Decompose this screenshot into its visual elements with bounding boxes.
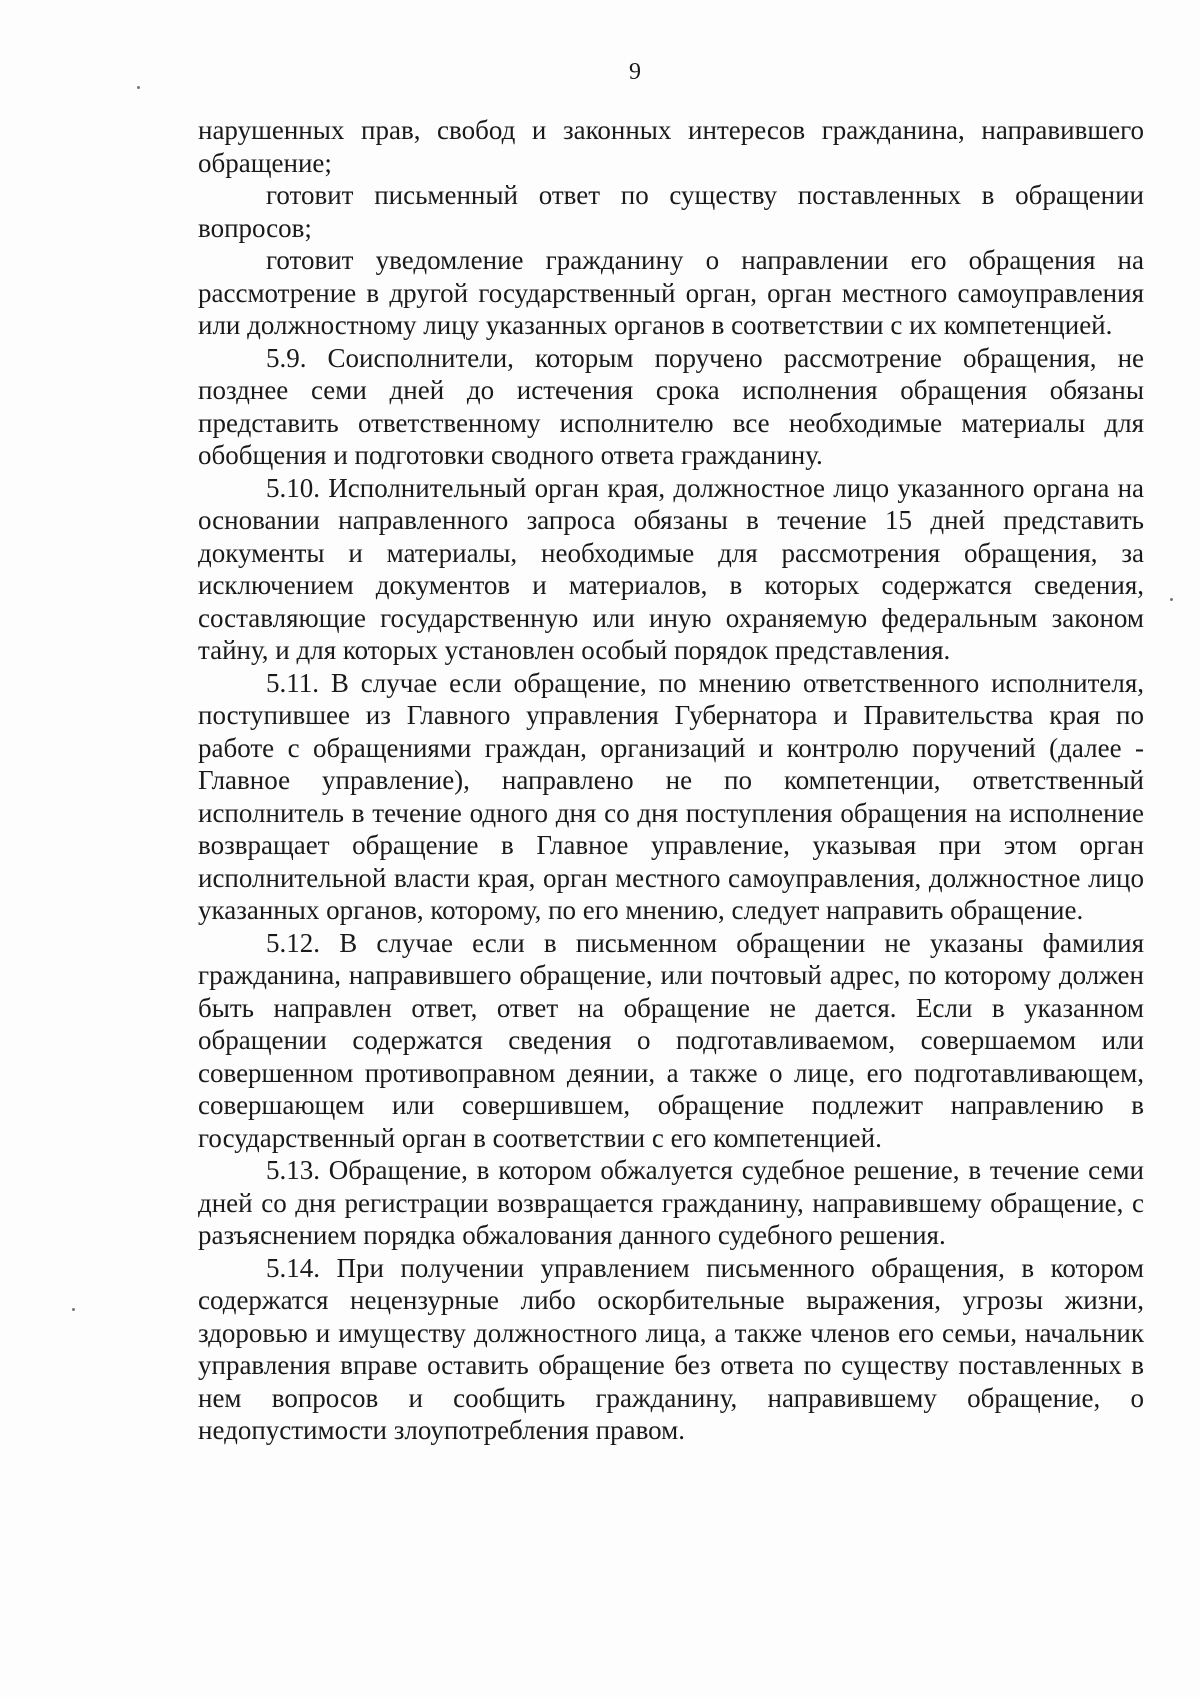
page-number: 9 bbox=[629, 59, 641, 85]
paragraph-notification: готовит уведомление гражданину о направлении его обращения на рассмотрение в другой государственный орган, орган местного самоуправления или должностному лицу указанных органов в соответствии с их компетенцией. bbox=[198, 245, 1144, 340]
paragraph-continuation: нарушенных прав, свобод и законных интересов гражданина, направившего обращение; bbox=[198, 115, 1144, 178]
paragraph-5-9: 5.9. Соисполнители, которым поручено рассмотрение обращения, не позднее семи дней до истечения срока исполнения обращения обязаны представить ответственному исполнителю все необходимые материалы для обобщения и подготовки сводного ответа гражданину. bbox=[198, 342, 1144, 470]
paragraph-5-12: 5.12. В случае если в письменном обращении не указаны фамилия гражданина, направившего обращение, или почтовый адрес, по которому должен быть направлен ответ, ответ на обращение не дается. Если в указанном обращении содержатся сведения о подготавливаемом, совершаемом или совершенном противоправном деянии, а также о лице, его подготавливающем, совершающем или совершившем, обращение подлежит направлению в государственный орган в соответствии с его компетенцией. bbox=[198, 927, 1144, 1153]
paragraph-5-10: 5.10. Исполнительный орган края, должностное лицо указанного органа на основании направленного запроса обязаны в течение 15 дней представить документы и материалы, необходимые для рассмотрения обращения, за исключением документов и материалов, в которых содержатся сведения, составляющие государственную или иную охраняемую федеральным законом тайну, и для которых установлен особый порядок представления. bbox=[198, 472, 1144, 665]
scan-speck bbox=[1170, 598, 1173, 601]
scan-speck bbox=[137, 86, 140, 89]
paragraph-5-11: 5.11. В случае если обращение, по мнению ответственного исполнителя, поступившее из Главного управления Губернатора и Правительства края по работе с обращениями граждан, организаций и контролю поручений (далее - Главное управление), направлено не по компетенции, ответственный исполнитель в течение одного дня со дня поступления обращения на исполнение возвращает обращение в Главное управление, указывая при этом орган исполнительной власти края, орган местного самоуправления, должностное лицо указанных органов, которому, по его мнению, следует направить обращение. bbox=[198, 667, 1144, 925]
paragraph-5-13: 5.13. Обращение, в котором обжалуется судебное решение, в течение семи дней со дня регистрации возвращается гражданину, направившему обращение, с разъяснением порядка обжалования данного судебного решения. bbox=[198, 1155, 1144, 1250]
document-body bbox=[198, 114, 1144, 1447]
paragraph-5-14: 5.14. При получении управлением письменного обращения, в котором содержатся нецензурные либо оскорбительные выражения, угрозы жизни, здоровью и имуществу должностного лица, а также членов его семьи, начальник управления вправе оставить обращение без ответа по существу поставленных в нем вопросов и сообщить гражданину, направившему обращение, о недопустимости злоупотребления правом. bbox=[198, 1252, 1144, 1445]
paragraph-written-answer: готовит письменный ответ по существу поставленных в обращении вопросов; bbox=[198, 180, 1144, 243]
scan-speck bbox=[72, 1308, 75, 1311]
